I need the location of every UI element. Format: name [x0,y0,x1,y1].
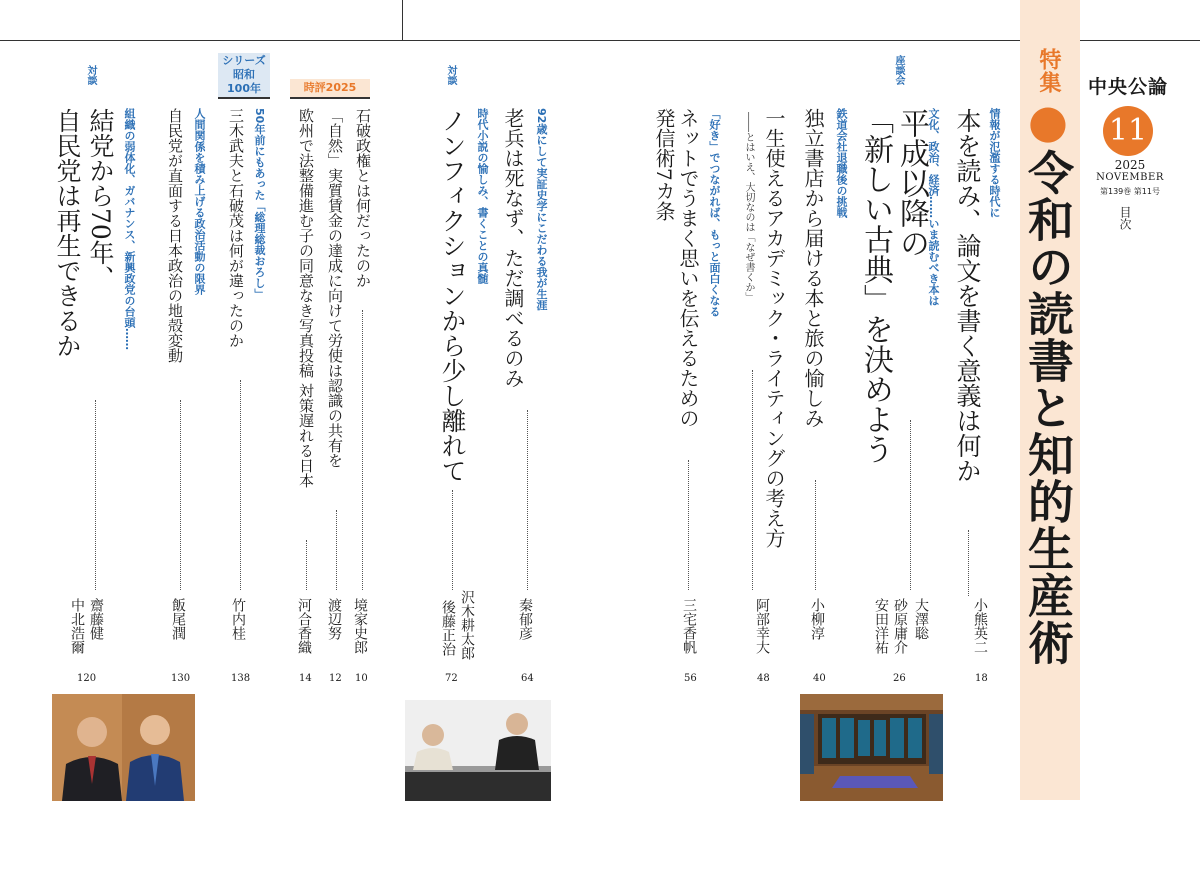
article-kicker: 「好き」でつながれば、もっと面白くなる [708,108,721,317]
jihyo-title[interactable]: 欧州で法整備進む子の同意なき写真投稿 対策遅れる日本 [297,108,315,488]
article-author: 齋藤健 [88,598,104,640]
photo-library-interior [800,694,943,801]
dotted-leader [527,410,528,590]
page-number: 130 [171,673,191,684]
article-author: 三宅香帆 [681,598,697,654]
dotted-leader [752,370,753,590]
series-line: シリーズ [222,54,266,67]
top-rule [0,40,1020,41]
center-fold-line [402,0,403,40]
taidan-label: 対談 [445,65,456,85]
dotted-leader [452,490,453,590]
section-underline [290,97,370,99]
article-kicker: 文化、政治、経済……いま読むべき本は [927,108,940,306]
page-number: 18 [975,673,988,684]
feature-dot: ● [1021,94,1075,149]
article-author: 砂原庸介 [892,598,908,654]
toc-label: 目次 [1118,206,1132,230]
page-number: 138 [231,673,251,684]
article-author: 大澤聡 [913,598,929,640]
article-title-line2[interactable]: 「新しい古典」を決めよう [858,104,893,464]
page-number: 120 [77,673,97,684]
feature-title: 令和の読書と知的生産術 [1021,149,1075,666]
article-author: 小柳淳 [809,598,825,640]
article-kicker: 情報が氾濫する時代に [988,108,1001,218]
photo-two-politicians [52,694,195,801]
article-author: 竹内桂 [230,598,246,640]
series-line: 昭和 [233,68,255,81]
article-title[interactable]: ノンフィクションから少し離れて [438,108,467,483]
article-author: 安田洋祐 [873,598,889,654]
photo-two-authors [405,700,551,801]
article-title[interactable]: 自民党が直面する日本政治の地殻変動 [166,108,184,363]
section-underline [218,97,270,99]
article-kicker: 組織の弱体化、ガバナンス、新興政党の台頭…… [123,108,136,350]
article-kicker: 鉄道会社退職後の挑戦 [835,108,848,218]
dotted-leader [688,460,689,590]
article-title[interactable]: 一生使えるアカデミック・ライティングの考え方 [762,108,786,548]
issue-month: NOVEMBER [1096,172,1164,183]
jihyo-title[interactable]: 石破政権とは何だったのか [354,108,372,288]
dotted-leader [910,420,911,590]
article-kicker: 人間関係を積み上げる政治活動の限界 [193,108,206,295]
article-kicker: 時代小説の愉しみ、書くことの真髄 [476,108,489,284]
article-title[interactable]: 独立書店から届ける本と旅の愉しみ [801,108,825,428]
page-number: 72 [445,673,458,684]
page-number: 40 [813,673,826,684]
taidan-label: 対談 [85,65,96,85]
article-title[interactable]: 老兵は死なず、ただ調べるのみ [501,108,525,388]
article-title[interactable]: 本を読み、論文を書く意義は何か [953,108,982,483]
article-title[interactable]: 三木武夫と石破茂は何が違ったのか [227,108,245,348]
magazine-name: 中央公論 [1088,76,1169,98]
article-author: 沢木耕太郎 [459,590,475,660]
feature-title-block [1021,48,1075,666]
issue-year: 2025 [1114,158,1146,172]
page-number: 48 [757,673,770,684]
article-author: 阿部幸大 [754,598,770,654]
page-number: 12 [329,673,342,684]
article-author: 秦郁彦 [517,598,533,640]
page-number: 10 [355,673,368,684]
top-rule-masthead [1080,40,1200,41]
dotted-leader [968,530,969,596]
series-line: 100年 [227,82,261,95]
feature-tag: 特集 [1036,48,1061,94]
volume-info: 第139巻 第11号 [1100,187,1160,196]
dotted-leader [180,400,181,590]
jihyo-section-label: 時評2025 [290,79,370,97]
jihyo-author: 河合香織 [296,598,312,654]
article-title-line1[interactable]: 平成以降の [894,108,929,258]
dotted-leader [306,540,307,590]
dotted-leader [815,480,816,590]
dotted-leader [362,310,363,590]
dotted-leader [336,510,337,590]
page-number: 14 [299,673,312,684]
page-number: 26 [893,673,906,684]
article-author: 小熊英二 [972,598,988,654]
page-number: 56 [684,673,697,684]
article-kicker: 92歳にして実証史学にこだわる我が生涯 [535,108,548,311]
dotted-leader [240,380,241,590]
article-author: 中北浩爾 [69,598,85,654]
article-subtitle: ――とはいえ、大切なのは「なぜ書くか」 [743,112,754,302]
page-number: 64 [521,673,534,684]
jihyo-author: 渡辺努 [326,598,342,640]
article-author: 飯尾潤 [170,598,186,640]
issue-number-badge: 11 [1103,106,1153,156]
article-author: 後藤正治 [440,600,456,656]
article-title-line1[interactable]: 結党から70年、 [86,108,115,290]
jihyo-title[interactable]: 「自然」実質賃金の達成に向けて労使は認識の共有を [326,108,344,468]
zadankai-label: 座談会 [893,55,904,85]
article-title-line2[interactable]: 自民党は再生できるか [53,108,82,358]
article-title-line1[interactable]: ネットでうまく思いを伝えるための [676,108,700,428]
dotted-leader [95,400,96,590]
article-kicker: 50年前にもあった「総理総裁おろし」 [253,108,266,300]
series-label [218,53,270,97]
article-title-line2[interactable]: 発信術7カ条 [652,108,676,221]
jihyo-author: 境家史郎 [352,598,368,654]
